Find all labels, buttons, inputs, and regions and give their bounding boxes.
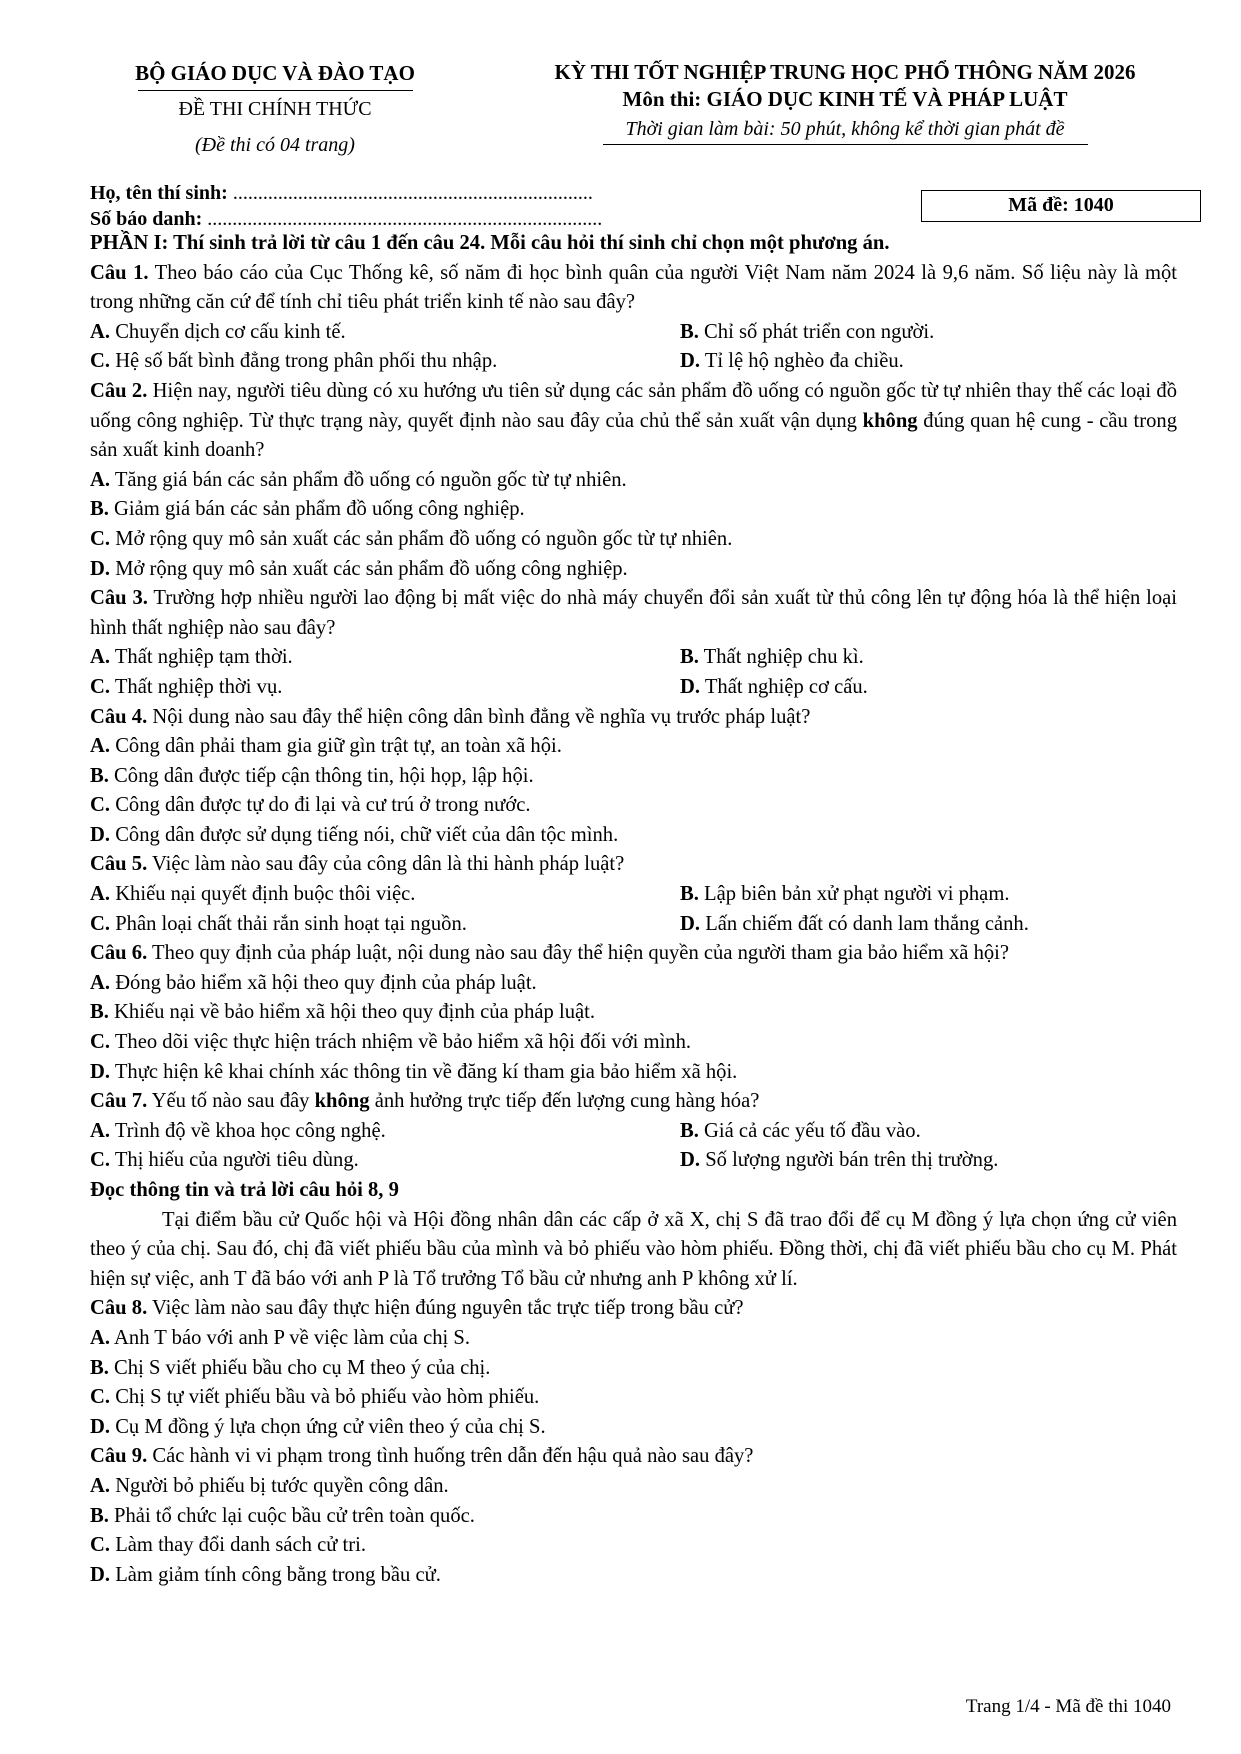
- reading-passage: Tại điểm bầu cử Quốc hội và Hội đồng nhân dân các cấp ở xã X, chị S đã trao đổi để cụ M đồng ý lựa chọn ứng cử viên theo ý của chị. Sau đó, chị đã viết phiếu bầu của mình và bỏ phiếu vào hòm phiếu. Đồng thời, chị đã viết phiếu bầu cho cụ M. Phát hiện sự việc, anh T đã báo với anh P là Tổ trưởng Tổ bầu cử nhưng anh P không xử lí.: [90, 1208, 1177, 1290]
- answer-row: [90, 318, 1177, 348]
- question-6: [90, 939, 1177, 969]
- answer-b: B. Thất nghiệp chu kì.: [680, 646, 864, 669]
- answer-row: [90, 643, 1177, 673]
- answer-b: B. Chỉ số phát triển con người.: [680, 320, 935, 343]
- question-label: Câu 6.: [90, 942, 148, 965]
- answer-d: D. Cụ M đồng ý lựa chọn ứng cử viên theo ý của chị S.: [90, 1415, 546, 1438]
- question-text: Các hành vi vi phạm trong tình huống trên dẫn đến hậu quả nào sau đây?: [147, 1445, 754, 1468]
- answer-a: A. Khiếu nại quyết định buộc thôi việc.: [90, 883, 416, 906]
- exam-title: KỲ THI TỐT NGHIỆP TRUNG HỌC PHỔ THÔNG NĂM 2026: [554, 60, 1136, 84]
- question-3: [90, 584, 1177, 643]
- answer-b: B. Khiếu nại về bảo hiểm xã hội theo quy định của pháp luật.: [90, 1001, 596, 1024]
- answer-d: D. Công dân được sử dụng tiếng nói, chữ viết của dân tộc mình.: [90, 823, 619, 846]
- question-text: Việc làm nào sau đây của công dân là thi hành pháp luật?: [147, 853, 625, 876]
- answer-d: D. Làm giảm tính công bằng trong bầu cử.: [90, 1563, 441, 1586]
- answer-a: A. Công dân phải tham gia giữ gìn trật tự, an toàn xã hội.: [90, 735, 562, 758]
- question-text: Nội dung nào sau đây thể hiện công dân bình đẳng về nghĩa vụ trước pháp luật?: [147, 705, 811, 728]
- answer-c: C. Công dân được tự do đi lại và cư trú ở trong nước.: [90, 794, 531, 817]
- answer-d: D. Số lượng người bán trên thị trường.: [680, 1149, 999, 1172]
- question-label: Câu 2.: [90, 379, 148, 402]
- question-label: Câu 1.: [90, 261, 149, 284]
- answer-a: A. Thất nghiệp tạm thời.: [90, 646, 293, 669]
- exam-time: Thời gian làm bài: 50 phút, không kể thời gian phát đề: [625, 118, 1065, 140]
- part-heading: PHẦN I: Thí sinh trả lời từ câu 1 đến câu 24. Mỗi câu hỏi thí sinh chỉ chọn một phương án.: [90, 232, 890, 254]
- answer-d: D. Mở rộng quy mô sản xuất các sản phẩm đồ uống công nghiệp.: [90, 557, 628, 580]
- candidate-info: [90, 180, 602, 232]
- answer-c: C. Thất nghiệp thời vụ.: [90, 675, 283, 698]
- answer-row: [90, 347, 1177, 377]
- answer-a: A. Trình độ về khoa học công nghệ.: [90, 1119, 386, 1142]
- exam-code-box: Mã đề: 1040: [921, 190, 1201, 222]
- answer-row: [90, 880, 1177, 910]
- answer-row: [90, 910, 1177, 940]
- question-7: Câu 7. Yếu tố nào sau đây không ảnh hưởng trực tiếp đến lượng cung hàng hóa?: [90, 1090, 760, 1113]
- page-count-note: (Đề thi có 04 trang): [195, 134, 355, 156]
- answer-d: D. Tỉ lệ hộ nghèo đa chiều.: [680, 350, 904, 373]
- question-2: Câu 2. Hiện nay, người tiêu dùng có xu hướng ưu tiên sử dụng các sản phẩm đồ uống có nguồn gốc từ tự nhiên thay thế các loại đồ uống công nghiệp. Từ thực trạng này, quyết định nào sau đây của chủ thể sản xuất vận dụng không đúng quan hệ cung - cầu trong sản xuất kinh doanh?: [90, 379, 1178, 462]
- ministry-name: BỘ GIÁO DỤC VÀ ĐÀO TẠO: [135, 61, 415, 85]
- question-text: Trường hợp nhiều người lao động bị mất việc do nhà máy chuyển đổi sản xuất từ thủ công lên tự động hóa là thể hiện loại hình thất nghiệp nào sau đây?: [90, 587, 1178, 639]
- official-label: ĐỀ THI CHÍNH THỨC: [178, 98, 372, 120]
- header-right-rule: [603, 144, 1088, 145]
- candidate-name-label: Họ, tên thí sinh:: [90, 182, 228, 204]
- answer-c: C. Làm thay đổi danh sách cử tri.: [90, 1534, 366, 1557]
- answer-c: C. Thị hiếu của người tiêu dùng.: [90, 1149, 359, 1172]
- question-label: Câu 5.: [90, 853, 148, 876]
- candidate-id-label: Số báo danh:: [90, 208, 203, 230]
- question-label: Câu 4.: [90, 705, 148, 728]
- header-left: [105, 58, 445, 162]
- exam-subject: Môn thi: GIÁO DỤC KINH TẾ VÀ PHÁP LUẬT: [622, 87, 1068, 111]
- answer-c: C. Chị S tự viết phiếu bầu và bỏ phiếu vào hòm phiếu.: [90, 1386, 540, 1409]
- answer-c: C. Theo dõi việc thực hiện trách nhiệm về bảo hiểm xã hội đối với mình.: [90, 1031, 692, 1054]
- answer-a: A. Tăng giá bán các sản phẩm đồ uống có nguồn gốc từ tự nhiên.: [90, 468, 627, 491]
- header-left-rule: [138, 90, 413, 91]
- page-footer: Trang 1/4 - Mã đề thi 1040: [965, 1696, 1171, 1717]
- answer-d: D. Thực hiện kê khai chính xác thông tin về đăng kí tham gia bảo hiểm xã hội.: [90, 1060, 738, 1083]
- question-label: Câu 8.: [90, 1297, 148, 1320]
- emphasis-word: không: [314, 1090, 370, 1113]
- emphasis-word: không: [862, 409, 918, 432]
- answer-b: B. Chị S viết phiếu bầu cho cụ M theo ý của chị.: [90, 1356, 491, 1379]
- question-text: Theo báo cáo của Cục Thống kê, số năm đi học bình quân của người Việt Nam năm 2024 là 9,6 năm. Số liệu này là một trong những căn cứ để tính chỉ tiêu phát triển kinh tế nào sau đây?: [90, 261, 1177, 314]
- question-label: Câu 7.: [90, 1090, 148, 1113]
- question-label: Câu 3.: [90, 587, 148, 610]
- answer-b: B. Công dân được tiếp cận thông tin, hội họp, lập hội.: [90, 764, 534, 787]
- answer-d: D. Lấn chiếm đất có danh lam thắng cảnh.: [680, 912, 1029, 935]
- answer-a: A. Đóng bảo hiểm xã hội theo quy định của pháp luật.: [90, 971, 537, 994]
- question-8: [90, 1294, 1177, 1324]
- question-text: Việc làm nào sau đây thực hiện đúng nguyên tắc trực tiếp trong bầu cử?: [147, 1297, 744, 1320]
- question-label: Câu 9.: [90, 1445, 148, 1468]
- candidate-name-line: [90, 180, 602, 206]
- answer-row: [90, 1146, 1177, 1176]
- answer-d: D. Thất nghiệp cơ cấu.: [680, 675, 868, 698]
- question-text: Theo quy định của pháp luật, nội dung nào sau đây thể hiện quyền của người tham gia bảo hiểm xã hội?: [147, 942, 1010, 965]
- answer-a: A. Người bỏ phiếu bị tước quyền công dân.: [90, 1474, 449, 1497]
- candidate-name-dots: ........................................................................: [227, 182, 593, 204]
- answer-a: A. Chuyển dịch cơ cấu kinh tế.: [90, 320, 346, 343]
- answer-a: A. Anh T báo với anh P về việc làm của chị S.: [90, 1326, 471, 1349]
- answer-c: C. Mở rộng quy mô sản xuất các sản phẩm đồ uống có nguồn gốc từ tự nhiên.: [90, 527, 733, 550]
- answer-c: C. Hệ số bất bình đẳng trong phân phối thu nhập.: [90, 350, 498, 373]
- reading-heading: Đọc thông tin và trả lời câu hỏi 8, 9: [90, 1179, 399, 1201]
- answer-c: C. Phân loại chất thải rắn sinh hoạt tại nguồn.: [90, 912, 467, 935]
- question-9: [90, 1442, 1177, 1472]
- answer-row: [90, 1117, 1177, 1147]
- answer-b: B. Giá cả các yếu tố đầu vào.: [680, 1119, 921, 1142]
- answer-row: [90, 673, 1177, 703]
- candidate-id-dots: ...............................................................................: [202, 208, 603, 230]
- answer-b: B. Phải tổ chức lại cuộc bầu cử trên toàn quốc.: [90, 1504, 475, 1527]
- question-1: [90, 259, 1177, 318]
- question-5: [90, 850, 1177, 880]
- question-4: [90, 703, 1177, 733]
- exam-content: [90, 229, 1177, 1590]
- answer-b: B. Lập biên bản xử phạt người vi phạm.: [680, 883, 1010, 906]
- answer-b: B. Giảm giá bán các sản phẩm đồ uống công nghiệp.: [90, 498, 525, 521]
- header-right: [480, 58, 1210, 145]
